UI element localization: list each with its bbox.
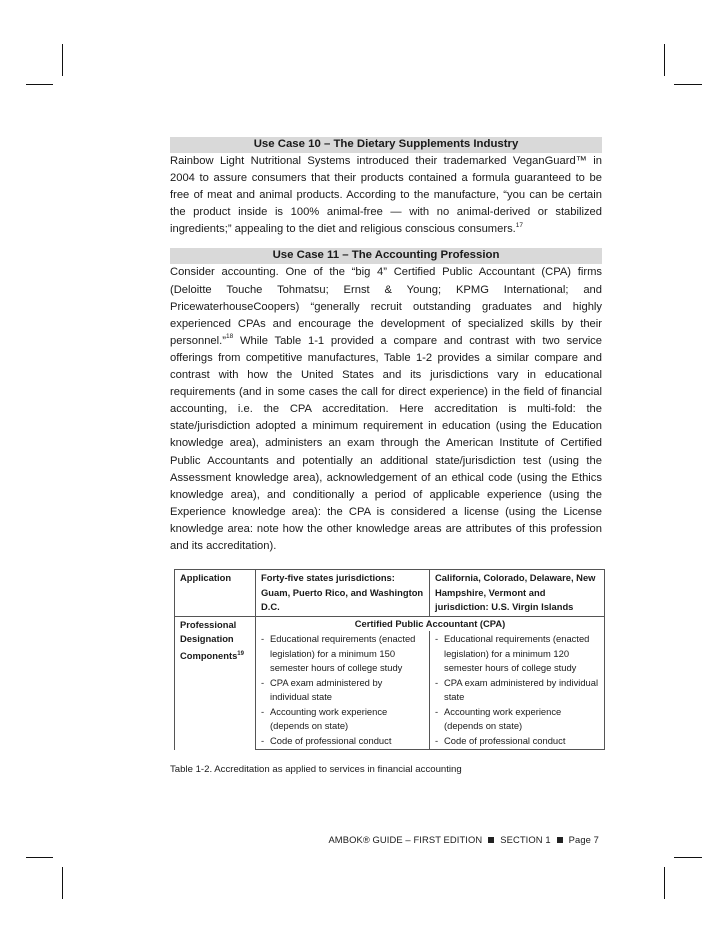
item-text: Educational requirements (enacted legislation) for a minimum 120 semester hours of college study xyxy=(444,633,590,674)
table-caption: Table 1-2. Accreditation as applied to services in financial accounting xyxy=(170,764,462,776)
list-item xyxy=(435,632,599,676)
col2-list xyxy=(435,632,599,748)
use-case-10-heading: Use Case 10 – The Dietary Supplements Industry xyxy=(170,137,602,153)
spacer xyxy=(170,238,602,248)
use-case-11-text xyxy=(170,264,602,555)
item-text: CPA exam administered by individual state xyxy=(444,676,599,703)
crop-mark xyxy=(664,44,665,76)
bullet: - xyxy=(435,633,439,645)
use-case-11-heading: Use Case 11 – The Accounting Profession xyxy=(170,248,602,264)
footnote-ref-18: 18 xyxy=(225,333,234,341)
list-item xyxy=(435,734,599,749)
col1-cell xyxy=(256,631,430,750)
header-application: Application xyxy=(175,570,256,617)
list-item xyxy=(435,705,599,734)
table-band-row xyxy=(175,616,605,631)
footer-section: SECTION 1 xyxy=(500,834,551,845)
crop-mark xyxy=(664,867,665,899)
item-text: Code of professional conduct xyxy=(270,734,392,746)
crop-mark xyxy=(26,84,53,85)
table-header-row xyxy=(175,570,605,617)
item-text: Educational requirements (enacted legislation) for a minimum 150 semester hours of college study xyxy=(270,633,416,674)
footnote-ref-19: 19 xyxy=(237,650,244,657)
list-item xyxy=(435,676,599,705)
bullet: - xyxy=(435,676,439,688)
accreditation-table xyxy=(174,569,605,750)
bullet: - xyxy=(261,705,265,717)
bullet: - xyxy=(435,705,439,717)
page-footer xyxy=(328,834,599,845)
list-item xyxy=(261,676,424,705)
item-text: Accounting work experience (depends on state) xyxy=(270,705,388,732)
use-case-11-body-end: While Table 1-1 provided a compare and contrast with two service offerings from competitive manufactures, Table 1-2 provides a similar compare and contrast with how the United States and its jurisdictions vary in educational requirements (and in some cases the call for direct experience) in the field of financial accounting, i.e. the CPA accreditation. Here accreditation is multi-fold: the state/jurisdiction adopted a minimum requirement in education (using the Education knowledge area), administers an exam through the American Institute of Certified Public Accountants and potentially an additional state/jurisdiction test (using the Assessment knowledge area), acknowledgement of an ethical code (using the Ethics knowledge area), and conditionally a period of applicable experience (using the Experience knowledge area): the CPA is considered a license (using the License knowledge area: note how the other knowledge areas are attributes of this profession and its accreditation). xyxy=(170,334,602,552)
bullet: - xyxy=(261,633,265,645)
footer-page: Page 7 xyxy=(568,834,599,845)
crop-mark xyxy=(26,857,53,858)
list-item xyxy=(261,734,424,749)
item-text: Accounting work experience (depends on state) xyxy=(444,705,562,732)
crop-mark xyxy=(674,84,702,85)
bullet: - xyxy=(261,676,265,688)
footnote-ref-17: 17 xyxy=(515,221,524,229)
row-label-text: Professional Designation Components xyxy=(180,618,238,661)
footer-guide: AMBOK® GUIDE – FIRST EDITION xyxy=(328,834,483,845)
list-item xyxy=(261,705,424,734)
header-col2: California, Colorado, Delaware, New Hampshire, Vermont and jurisdiction: U.S. Virgin Islands xyxy=(430,570,605,617)
col1-list xyxy=(261,632,424,748)
crop-mark xyxy=(62,867,63,899)
page-content xyxy=(170,137,602,775)
crop-mark xyxy=(62,44,63,76)
square-icon xyxy=(488,837,494,843)
bullet: - xyxy=(261,734,265,746)
item-text: CPA exam administered by individual state xyxy=(270,676,383,703)
use-case-10-text xyxy=(170,153,602,238)
use-case-10-body: Rainbow Light Nutritional Systems introduced their trademarked VeganGuard™ in 2004 to assure consumers that their products contained a formula guaranteed to be free of meat and animal products. According to the manufacture, “you can be certain the product inside is 100% animal-free — with no animal-derived or stabilized ingredients;” appealing to the diet and religious conscious consumers. xyxy=(170,155,602,236)
square-icon xyxy=(557,837,563,843)
item-text: Code of professional conduct xyxy=(444,734,566,746)
col2-cell xyxy=(430,631,605,750)
crop-mark xyxy=(674,857,702,858)
row-label xyxy=(175,616,256,750)
use-case-11-body-start: Consider accounting. One of the “big 4” Certified Public Accountant (CPA) firms (Deloitte Touche Tohmatsu; Ernst & Young; KPMG International; and PricewaterhouseCoopers) “generally recruit outstanding graduates and highly experienced CPAs and encourage the development of specialized skills by their personnel.” xyxy=(170,266,602,347)
header-col1: Forty-five states jurisdictions: Guam, Puerto Rico, and Washington D.C. xyxy=(256,570,430,617)
bullet: - xyxy=(435,734,439,746)
band-label: Certified Public Accountant (CPA) xyxy=(256,616,605,631)
list-item xyxy=(261,632,424,676)
